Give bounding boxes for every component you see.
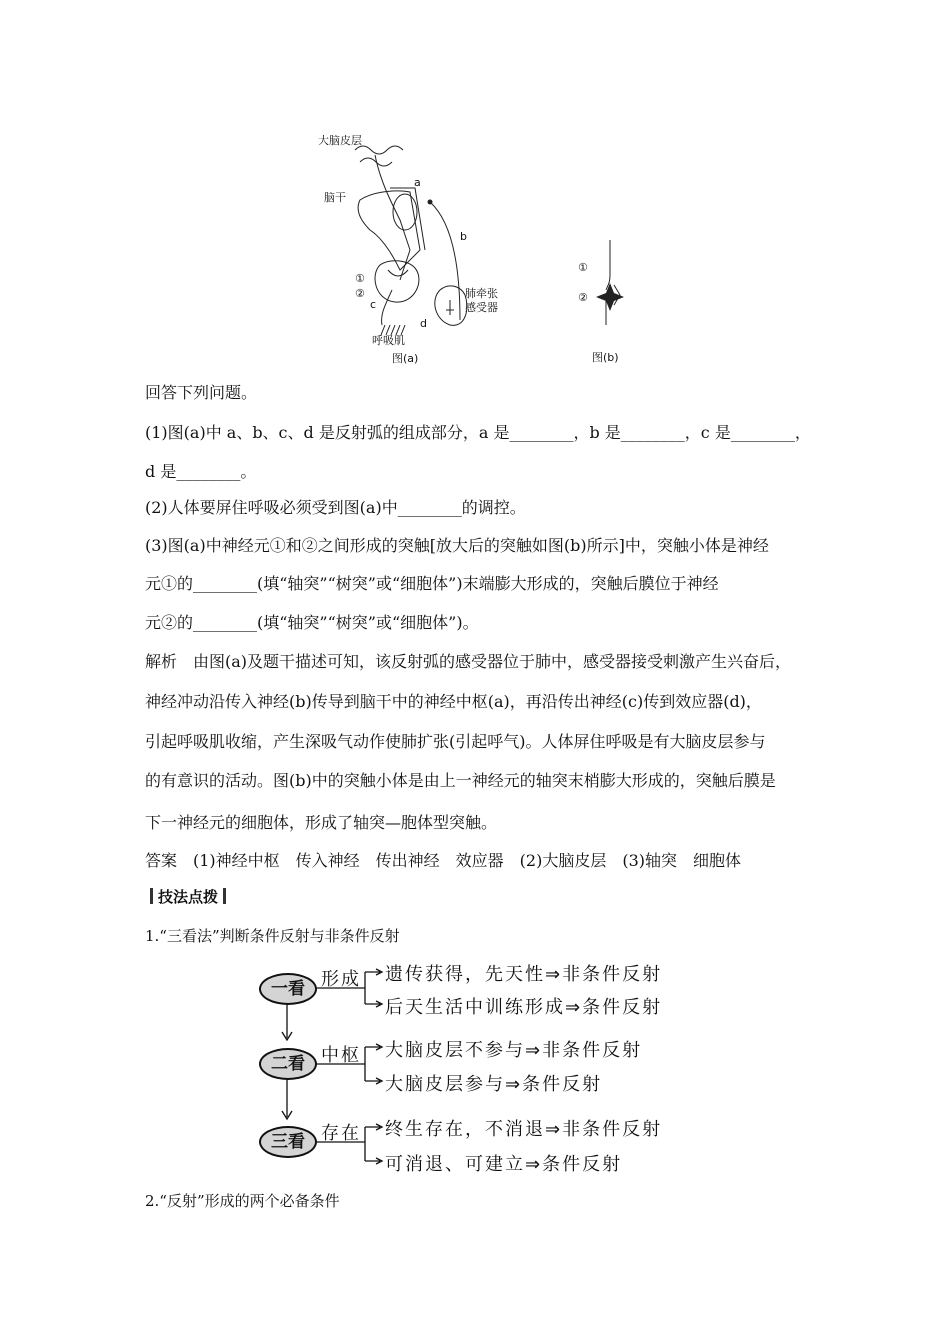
label-neuron-1: ① [355,272,365,285]
key-center: 中枢 [321,1045,361,1066]
label-neuron-1: ① [578,261,588,274]
q3-line2: 元①的________(填“轴突”“树突”或“细胞体”)末端膨大形成的，突触后膜位于神经 [145,574,719,593]
label-neuron-2: ② [578,291,588,304]
q1-line2: d 是________。 [145,462,257,481]
result-3b: 可消退、可建立⇒条件反射 [385,1154,623,1175]
q1-line1: (1)图(a)中 a、b、c、d 是反射弧的组成部分，a 是________，b 是________，c 是________， [145,423,811,442]
result-2a: 大脑皮层不参与⇒非条件反射 [385,1040,643,1061]
section-title-text: 技法点拨 [158,888,219,906]
result-1a: 遗传获得，先天性⇒非条件反射 [385,964,663,985]
result-2b: 大脑皮层参与⇒条件反射 [385,1074,603,1095]
key-existence: 存在 [321,1123,361,1144]
q3-line1: (3)图(a)中神经元①和②之间形成的突触[放大后的突触如图(b)所示]中，突触小体是神经 [145,536,769,555]
look2-oval: 二看 [259,1048,317,1080]
item2-title: 2.“反射”形成的两个必备条件 [145,1192,340,1210]
figure-a-caption: 图(a) [392,352,419,365]
label-b: b [460,230,467,243]
figure-b-caption: 图(b) [592,351,619,364]
label-d: d [420,317,427,330]
q2: (2)人体要屏住呼吸必须受到图(a)中________的调控。 [145,498,526,517]
analysis-line1: 解析 由图(a)及题干描述可知，该反射弧的感受器位于肺中，感受器接受刺激产生兴奋后， [145,652,792,671]
answer: 答案 (1)神经中枢 传入神经 传出神经 效应器 (2)大脑皮层 (3)轴突 细胞体 [145,851,741,870]
q3-line3: 元②的________(填“轴突”“树突”或“细胞体”)。 [145,613,479,632]
label-c: c [370,298,377,311]
result-3a: 终生存在，不消退⇒非条件反射 [385,1119,663,1140]
label-neuron-2: ② [355,287,365,300]
result-1b: 后天生活中训练形成⇒条件反射 [385,997,663,1018]
key-formation: 形成 [321,969,361,990]
prompt: 回答下列问题。 [145,383,258,402]
section-bar-right [223,888,226,904]
label-a: a [414,176,421,189]
analysis-line4: 的有意识的活动。图(b)中的突触小体是由上一神经元的轴突末梢膨大形成的，突触后膜是 [145,771,776,790]
three-look-flowchart [255,955,715,1175]
label-receptor-line2: 感受器 [465,301,498,314]
label-brainstem: 脑干 [324,191,346,204]
analysis-line5: 下一神经元的细胞体，形成了轴突—胞体型突触。 [145,813,498,832]
label-receptor-line1: 肺牵张 [465,287,498,300]
section-title [145,886,231,907]
label-respiratory-muscle: 呼吸肌 [372,334,405,347]
item1-title: 1.“三看法”判断条件反射与非条件反射 [145,927,400,945]
section-bar-left [150,888,153,904]
figure-a [300,120,500,370]
analysis-line3: 引起呼吸肌收缩，产生深吸气动作使肺扩张(引起呼气)。人体屏住呼吸是有大脑皮层参与 [145,732,766,751]
analysis-line2: 神经冲动沿传入神经(b)传导到脑干中的神经中枢(a)，再沿传出神经(c)传到效应器(d)， [145,692,762,711]
look3-oval: 三看 [259,1126,317,1158]
label-cerebral-cortex: 大脑皮层 [318,134,362,147]
figure-b [570,235,650,365]
look1-oval: 一看 [259,973,317,1005]
